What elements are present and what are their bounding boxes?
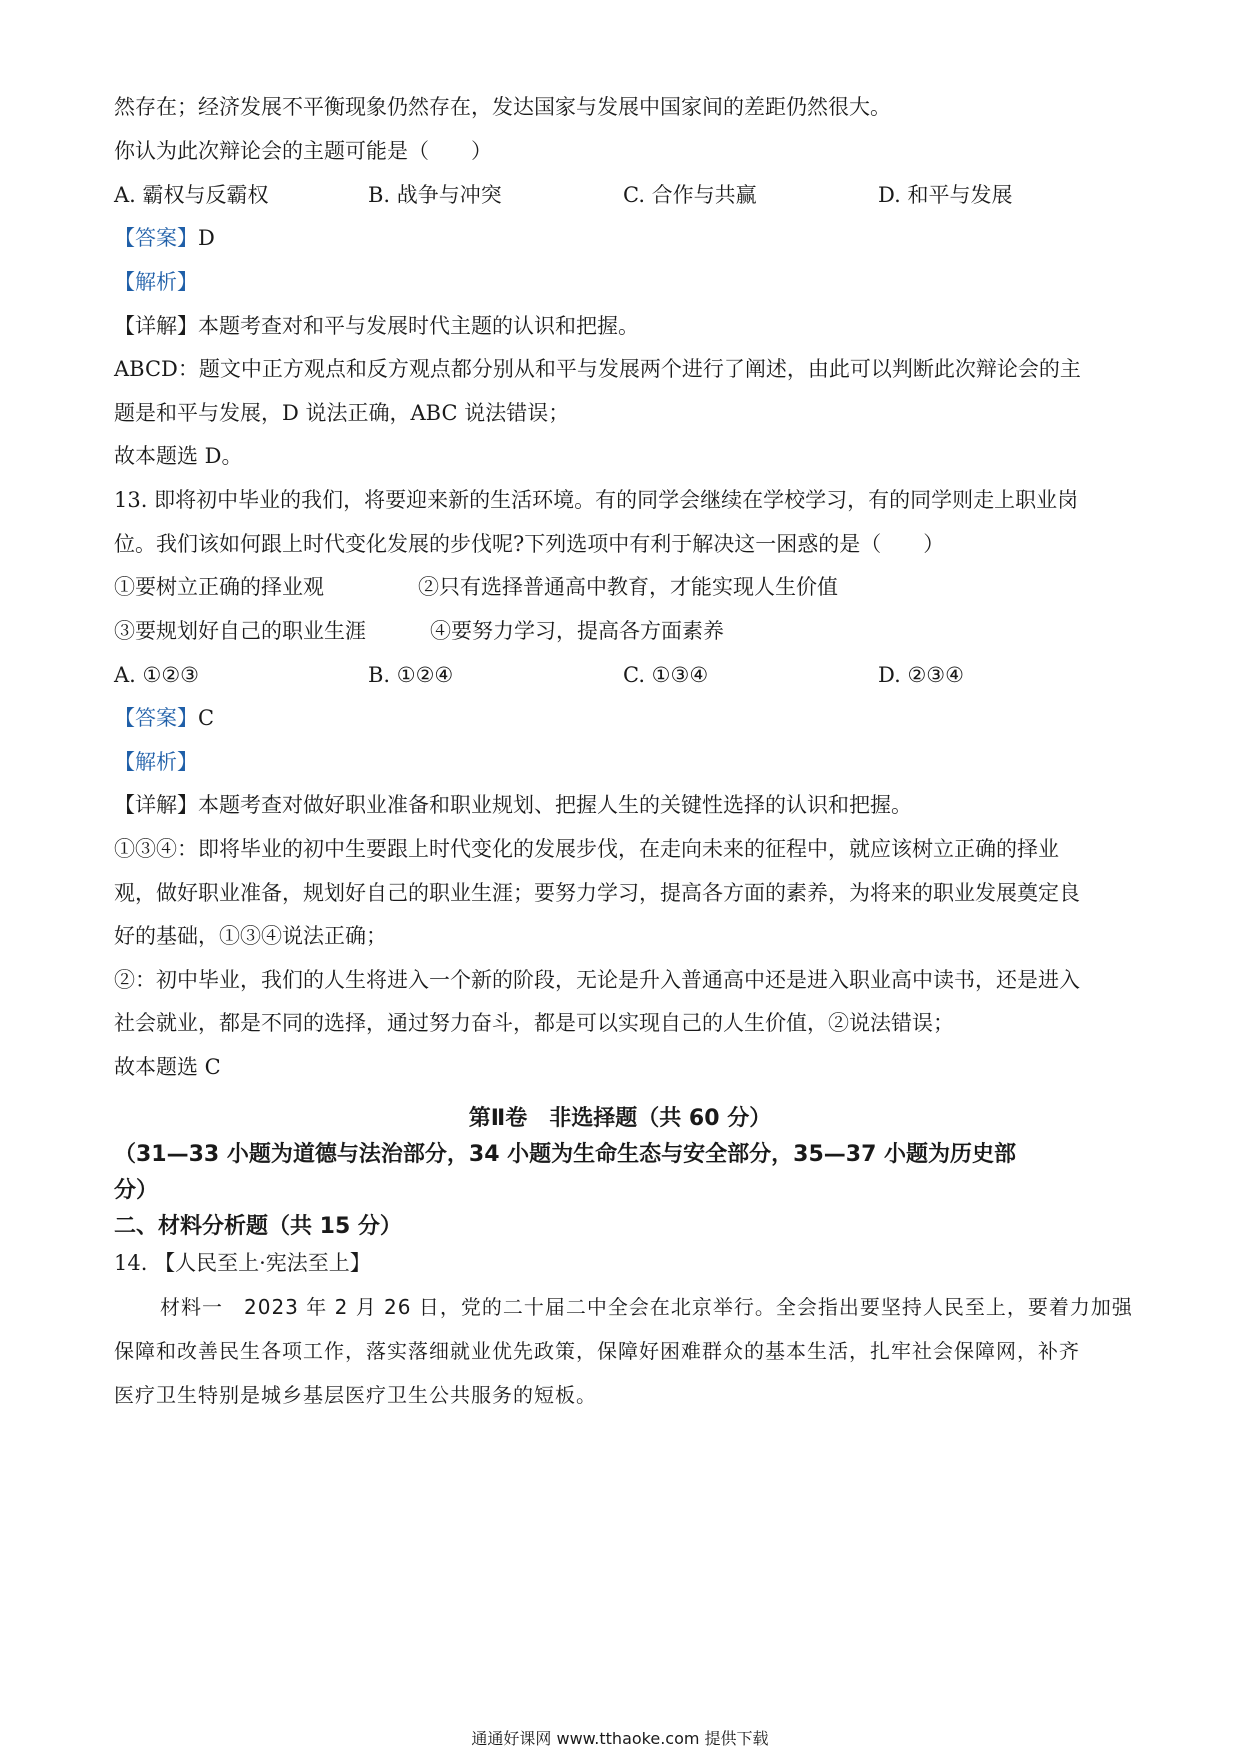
analysis-tag: 【解析】: [114, 270, 198, 294]
q12-detail: [114, 311, 1134, 341]
material-text: 医疗卫生特别是城乡基层医疗卫生公共服务的短板。: [114, 1383, 597, 1407]
detail-text: 本题考查对和平与发展时代主题的认识和把握。: [198, 314, 639, 338]
q13-statement-3: ③要规划好自己的职业生涯: [114, 619, 366, 643]
question-13-stem: 13. 即将初中毕业的我们，将要迎来新的生活环境。有的同学会继续在学校学习，有的同学则走上职业岗: [114, 488, 1079, 512]
answer-value: D: [198, 226, 215, 250]
section-title: 第Ⅱ卷 非选择题（共 60 分）: [468, 1106, 772, 1131]
detail-text: 本题考查对做好职业准备和职业规划、把握人生的关键性选择的认识和把握。: [198, 793, 912, 817]
q12-option-a: A. 霸权与反霸权: [114, 183, 269, 207]
text-line: 社会就业，都是不同的选择，通过努力奋斗，都是可以实现自己的人生价值，②说法错误；: [114, 1011, 954, 1035]
q13-analysis: [114, 747, 1134, 777]
text-line: ABCD：题文中正方观点和反方观点都分别从和平与发展两个进行了阐述，由此可以判断此次辩论会的主: [114, 357, 1081, 381]
answer-tag: 【答案】: [114, 226, 198, 250]
section-heading: 二、材料分析题（共 15 分）: [114, 1214, 402, 1239]
q12-answer: [114, 223, 1134, 253]
text-line: 观，做好职业准备，规划好自己的职业生涯；要努力学习，提高各方面的素养，为将来的职业发展奠定良: [114, 881, 1080, 905]
q12-analysis: [114, 267, 1134, 297]
q12-option-d: D. 和平与发展: [878, 183, 1013, 207]
q12-option-c: C. 合作与共赢: [623, 183, 757, 207]
text-line: ①③④：即将毕业的初中生要跟上时代变化的发展步伐，在走向未来的征程中，就应该树立正确的择业: [114, 837, 1059, 861]
detail-tag: 【详解】: [114, 793, 198, 817]
text-line: 然存在；经济发展不平衡现象仍然存在，发达国家与发展中国家间的差距仍然很大。: [114, 95, 891, 119]
q13-detail: [114, 790, 1134, 820]
section-note-cont: 分）: [114, 1178, 159, 1203]
page-footer: 通通好课网 www.tthaoke.com 提供下载: [471, 1729, 769, 1748]
text-line: 位。我们该如何跟上时代变化发展的步伐呢?下列选项中有利于解决这一困惑的是（ ）: [114, 532, 945, 556]
material-text: 材料一 2023 年 2 月 26 日，党的二十届二中全会在北京举行。全会指出要坚持人民至上，要着力加强: [160, 1295, 1133, 1319]
material-text: 保障和改善民生各项工作，落实落细就业优先政策，保障好困难群众的基本生活，扎牢社会保障网，补齐: [114, 1339, 1080, 1363]
section-note: （31—33 小题为道德与法治部分，34 小题为生命生态与安全部分，35—37 小题为历史部: [114, 1142, 1017, 1167]
q13-statement-4: ④要努力学习，提高各方面素养: [430, 619, 724, 643]
q13-statement-2: ②只有选择普通高中教育，才能实现人生价值: [418, 575, 838, 599]
question-prompt: 你认为此次辩论会的主题可能是（ ）: [114, 139, 492, 163]
answer-value: C: [198, 706, 215, 730]
q13-answer: [114, 703, 1134, 733]
answer-tag: 【答案】: [114, 706, 198, 730]
text-line: ②：初中毕业，我们的人生将进入一个新的阶段，无论是升入普通高中还是进入职业高中读书，还是进入: [114, 968, 1080, 992]
detail-tag: 【详解】: [114, 314, 198, 338]
q13-option-d: D. ②③④: [878, 663, 964, 687]
text-line: 题是和平与发展，D 说法正确，ABC 说法错误；: [114, 401, 570, 425]
q12-option-b: B. 战争与冲突: [368, 183, 502, 207]
q13-option-c: C. ①③④: [623, 663, 709, 687]
question-14-title: 14. 【人民至上·宪法至上】: [114, 1251, 371, 1275]
text-line: 故本题选 D。: [114, 444, 243, 468]
q13-statement-1: ①要树立正确的择业观: [114, 575, 324, 599]
analysis-tag: 【解析】: [114, 750, 198, 774]
q13-option-a: A. ①②③: [114, 663, 199, 687]
q13-option-b: B. ①②④: [368, 663, 454, 687]
text-line: 故本题选 C: [114, 1055, 221, 1079]
text-line: 好的基础，①③④说法正确；: [114, 924, 387, 948]
